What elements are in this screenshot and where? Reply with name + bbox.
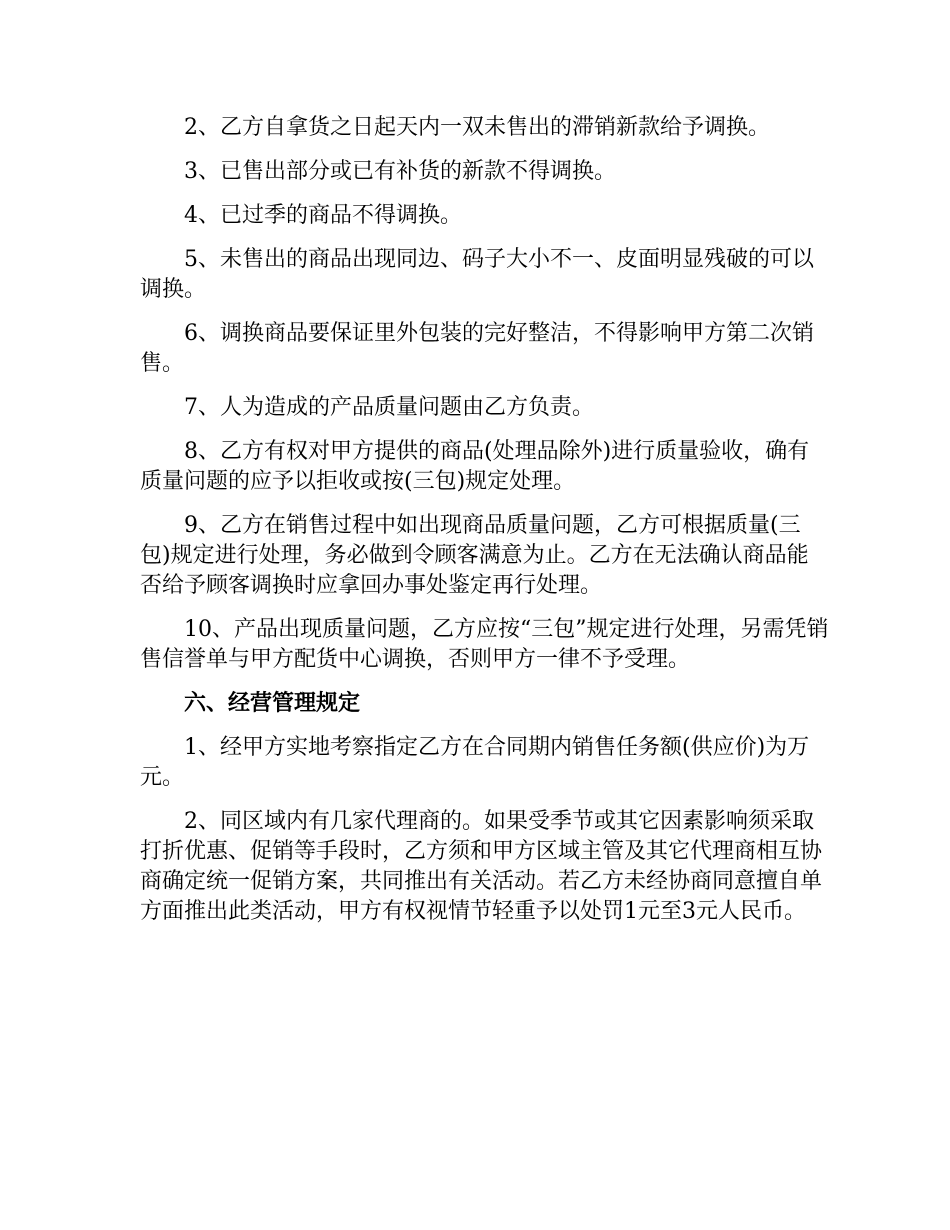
clause-4: 4、已过季的商品不得调换。: [184, 203, 462, 228]
clause-5: 5、未售出的商品出现同边、码子大小不一、皮面明显残破的可以调换。: [140, 247, 814, 302]
clause-7: 7、人为造成的产品质量问题由乙方负责。: [184, 395, 594, 420]
clause-9: 9、乙方在销售过程中如出现商品质量问题，乙方可根据质量(三包)规定进行处理，务必做到令顾客满意为止。乙方在无法确认商品能否给予顾客调换时应拿回办事处鉴定再行处理。: [140, 513, 809, 598]
clause-8: 8、乙方有权对甲方提供的商品(处理品除外)进行质量验收，确有质量问题的应予以拒收或按(三包)规定处理。: [140, 439, 810, 494]
clause-2: 2、乙方自拿货之日起天内一双未售出的滞销新款给予调换。: [184, 115, 770, 140]
section-clause-2: 2、同区域内有几家代理商的。如果受季节或其它因素影响须采取打折优惠、促销等手段时，乙方须和甲方区域主管及其它代理商相互协商确定统一促销方案，共同推出有关活动。若乙方未经协商同意擅自单方面推出此类活动，甲方有权视情节轻重予以处罚1元至3元人民币。: [140, 809, 823, 924]
clause-3: 3、已售出部分或已有补货的新款不得调换。: [184, 159, 616, 184]
document-body: [140, 113, 830, 941]
section-heading: 六、经营管理规定: [184, 691, 361, 716]
clause-10: 10、产品出现质量问题，乙方应按“三包”规定进行处理，另需凭销售信誉单与甲方配货中心调换，否则甲方一律不予受理。: [140, 617, 829, 672]
clause-6: 6、调换商品要保证里外包装的完好整洁，不得影响甲方第二次销售。: [140, 321, 814, 376]
section-clause-1: 1、经甲方实地考察指定乙方在合同期内销售任务额(供应价)为万元。: [140, 735, 810, 790]
